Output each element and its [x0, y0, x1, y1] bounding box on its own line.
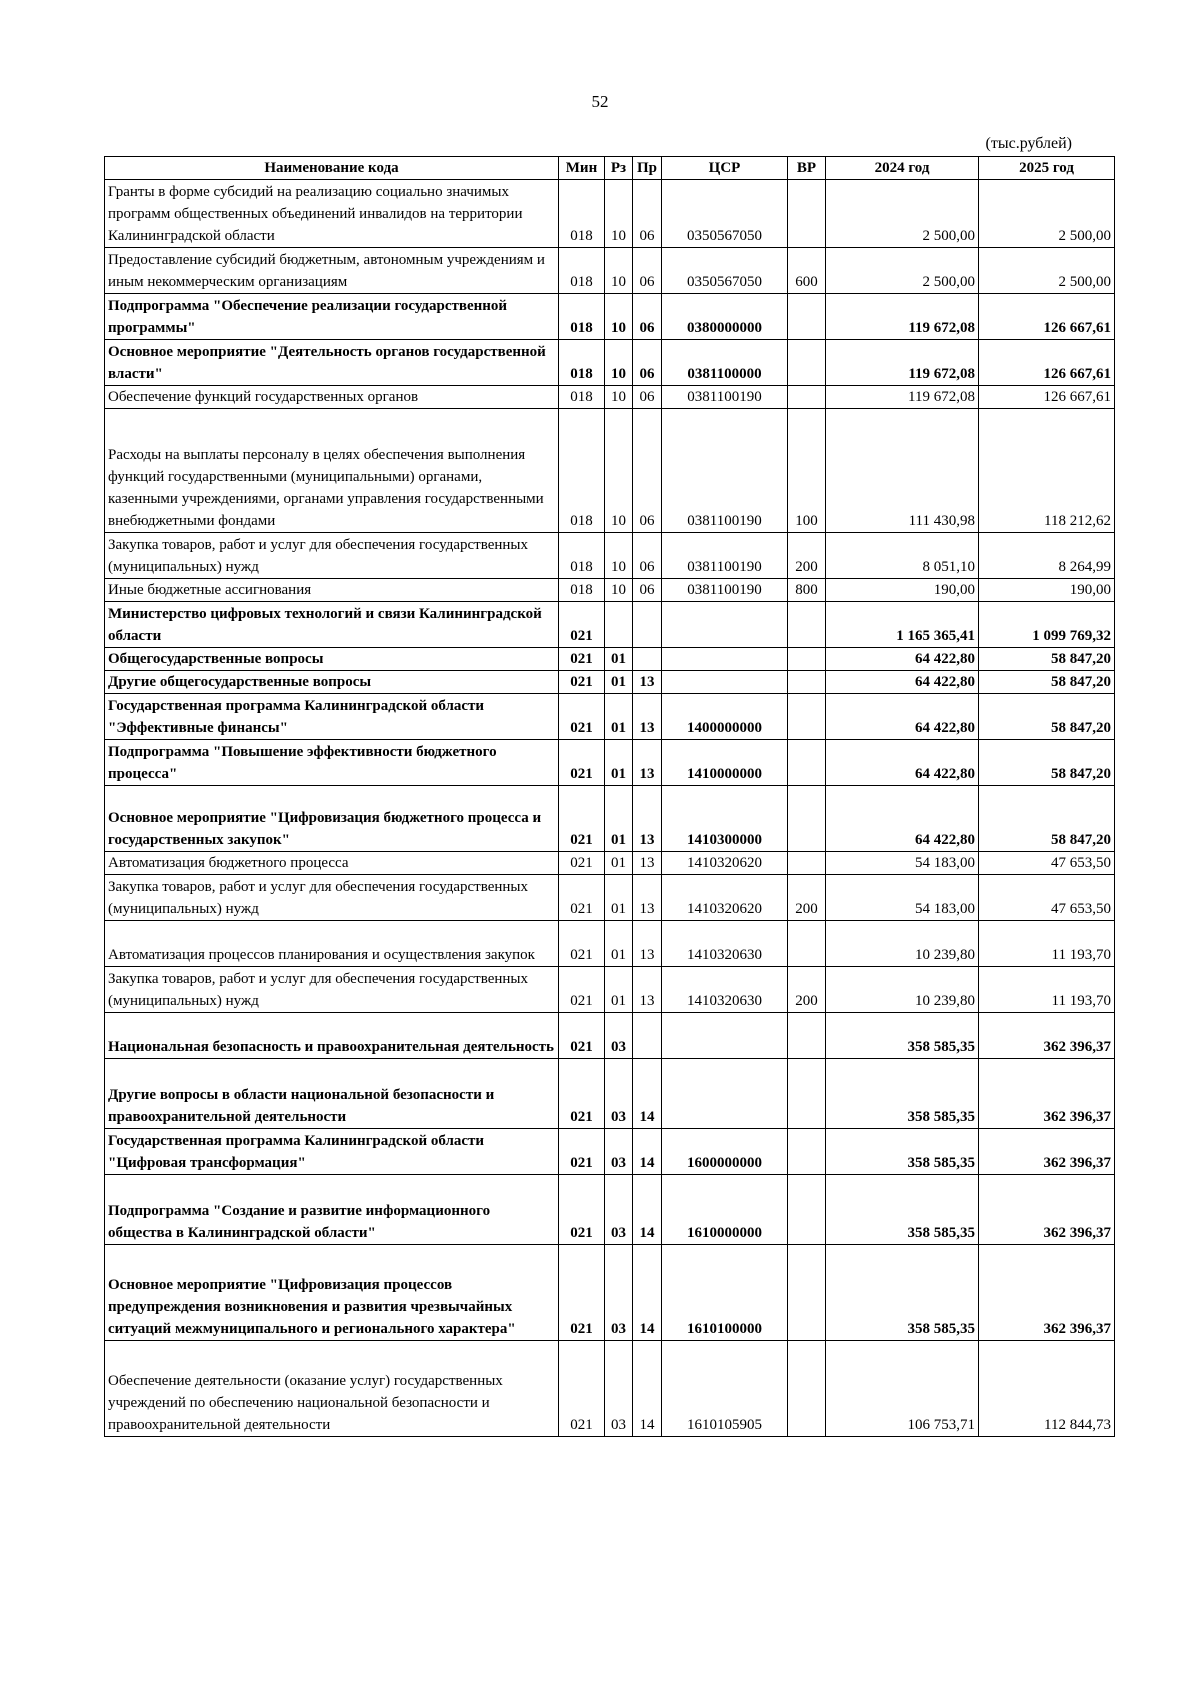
cell-vr — [788, 1175, 826, 1245]
cell-vr — [788, 602, 826, 648]
cell-min: 018 — [559, 294, 605, 340]
cell-pr: 13 — [633, 740, 662, 786]
cell-2025: 362 396,37 — [979, 1245, 1115, 1341]
cell-rz: 10 — [605, 180, 633, 248]
cell-rz: 01 — [605, 786, 633, 852]
cell-min: 021 — [559, 602, 605, 648]
cell-vr — [788, 671, 826, 694]
cell-pr: 06 — [633, 579, 662, 602]
cell-2025: 2 500,00 — [979, 180, 1115, 248]
cell-name: Общегосударственные вопросы — [105, 648, 559, 671]
table-row — [105, 671, 1115, 694]
cell-2025: 47 653,50 — [979, 875, 1115, 921]
page-number: 52 — [591, 92, 609, 111]
cell-vr: 600 — [788, 248, 826, 294]
cell-2025: 1 099 769,32 — [979, 602, 1115, 648]
cell-name: Расходы на выплаты персоналу в целях обеспечения выполнения функций государственными (муниципальными) органами, казенными учреждениями, органами управления государственными внебюджетными фондами — [105, 409, 559, 533]
table-row — [105, 180, 1115, 248]
cell-min: 018 — [559, 180, 605, 248]
cell-pr: 13 — [633, 875, 662, 921]
cell-2025: 362 396,37 — [979, 1175, 1115, 1245]
cell-csr: 1410320630 — [662, 921, 788, 967]
cell-name: Основное мероприятие "Цифровизация бюджетного процесса и государственных закупок" — [105, 786, 559, 852]
cell-rz: 01 — [605, 694, 633, 740]
cell-csr: 0381100000 — [662, 340, 788, 386]
cell-csr: 1610105905 — [662, 1341, 788, 1437]
cell-pr: 06 — [633, 533, 662, 579]
table-row — [105, 1245, 1115, 1341]
cell-2025: 11 193,70 — [979, 967, 1115, 1013]
cell-rz: 03 — [605, 1245, 633, 1341]
cell-vr — [788, 648, 826, 671]
cell-2024: 111 430,98 — [826, 409, 979, 533]
cell-name: Обеспечение деятельности (оказание услуг) государственных учреждений по обеспечению национальной безопасности и правоохранительной деятельности — [105, 1341, 559, 1437]
cell-csr: 1610100000 — [662, 1245, 788, 1341]
cell-vr — [788, 740, 826, 786]
cell-2025: 126 667,61 — [979, 386, 1115, 409]
cell-name: Другие вопросы в области национальной безопасности и правоохранительной деятельности — [105, 1059, 559, 1129]
cell-min: 021 — [559, 967, 605, 1013]
cell-csr: 0381100190 — [662, 409, 788, 533]
column-header-min: Мин — [559, 157, 605, 180]
cell-pr: 14 — [633, 1245, 662, 1341]
cell-min: 021 — [559, 1129, 605, 1175]
cell-2024: 358 585,35 — [826, 1245, 979, 1341]
cell-min: 021 — [559, 1245, 605, 1341]
table-row — [105, 852, 1115, 875]
cell-csr: 0381100190 — [662, 386, 788, 409]
cell-2025: 58 847,20 — [979, 648, 1115, 671]
cell-min: 021 — [559, 740, 605, 786]
cell-2025: 11 193,70 — [979, 921, 1115, 967]
cell-2024: 64 422,80 — [826, 786, 979, 852]
table-row — [105, 533, 1115, 579]
cell-min: 021 — [559, 671, 605, 694]
cell-min: 018 — [559, 248, 605, 294]
cell-csr: 0381100190 — [662, 579, 788, 602]
budget-table — [104, 156, 1115, 1437]
cell-2024: 1 165 365,41 — [826, 602, 979, 648]
cell-vr: 200 — [788, 967, 826, 1013]
cell-2025: 190,00 — [979, 579, 1115, 602]
cell-csr: 0350567050 — [662, 180, 788, 248]
cell-pr: 14 — [633, 1341, 662, 1437]
cell-rz: 03 — [605, 1013, 633, 1059]
cell-vr — [788, 852, 826, 875]
cell-name: Иные бюджетные ассигнования — [105, 579, 559, 602]
table-row — [105, 921, 1115, 967]
cell-min: 021 — [559, 1013, 605, 1059]
cell-name: Подпрограмма "Создание и развитие информационного общества в Калининградской области" — [105, 1175, 559, 1245]
table-row — [105, 1013, 1115, 1059]
cell-pr: 06 — [633, 294, 662, 340]
cell-2024: 119 672,08 — [826, 386, 979, 409]
table-row — [105, 409, 1115, 533]
cell-2025: 126 667,61 — [979, 340, 1115, 386]
table-row — [105, 386, 1115, 409]
cell-vr: 100 — [788, 409, 826, 533]
cell-rz: 03 — [605, 1129, 633, 1175]
cell-2025: 362 396,37 — [979, 1129, 1115, 1175]
cell-rz: 01 — [605, 967, 633, 1013]
cell-2025: 112 844,73 — [979, 1341, 1115, 1437]
cell-min: 021 — [559, 921, 605, 967]
cell-csr — [662, 1013, 788, 1059]
cell-2024: 54 183,00 — [826, 852, 979, 875]
cell-pr: 06 — [633, 180, 662, 248]
cell-2024: 119 672,08 — [826, 294, 979, 340]
cell-min: 021 — [559, 1059, 605, 1129]
cell-pr: 06 — [633, 340, 662, 386]
cell-pr: 13 — [633, 671, 662, 694]
cell-min: 018 — [559, 340, 605, 386]
cell-min: 021 — [559, 786, 605, 852]
table-row — [105, 967, 1115, 1013]
table-row — [105, 1129, 1115, 1175]
cell-2024: 64 422,80 — [826, 694, 979, 740]
cell-2024: 358 585,35 — [826, 1013, 979, 1059]
cell-rz: 01 — [605, 740, 633, 786]
cell-rz: 01 — [605, 852, 633, 875]
cell-vr — [788, 386, 826, 409]
cell-vr — [788, 1059, 826, 1129]
cell-rz: 03 — [605, 1341, 633, 1437]
cell-name: Автоматизация процессов планирования и осуществления закупок — [105, 921, 559, 967]
cell-2025: 58 847,20 — [979, 671, 1115, 694]
cell-csr: 1410320620 — [662, 875, 788, 921]
cell-min: 018 — [559, 579, 605, 602]
cell-rz: 01 — [605, 875, 633, 921]
cell-csr: 1610000000 — [662, 1175, 788, 1245]
cell-rz — [605, 602, 633, 648]
cell-pr: 06 — [633, 248, 662, 294]
cell-csr: 0381100190 — [662, 533, 788, 579]
units-label: (тыс.рублей) — [985, 135, 1072, 152]
table-row — [105, 602, 1115, 648]
table-row — [105, 294, 1115, 340]
cell-vr — [788, 921, 826, 967]
table-header-row — [105, 157, 1115, 180]
cell-pr: 13 — [633, 967, 662, 1013]
cell-csr: 0380000000 — [662, 294, 788, 340]
cell-2024: 2 500,00 — [826, 180, 979, 248]
cell-2024: 358 585,35 — [826, 1175, 979, 1245]
column-header-2025: 2025 год — [979, 157, 1115, 180]
cell-pr — [633, 648, 662, 671]
cell-2025: 58 847,20 — [979, 694, 1115, 740]
column-header-name: Наименование кода — [105, 157, 559, 180]
cell-vr — [788, 694, 826, 740]
cell-2025: 362 396,37 — [979, 1059, 1115, 1129]
cell-2025: 362 396,37 — [979, 1013, 1115, 1059]
cell-csr — [662, 1059, 788, 1129]
cell-name: Государственная программа Калининградской области "Эффективные финансы" — [105, 694, 559, 740]
column-header-vr: ВР — [788, 157, 826, 180]
cell-rz: 10 — [605, 409, 633, 533]
cell-csr: 1410300000 — [662, 786, 788, 852]
cell-2025: 2 500,00 — [979, 248, 1115, 294]
cell-2025: 47 653,50 — [979, 852, 1115, 875]
cell-name: Автоматизация бюджетного процесса — [105, 852, 559, 875]
cell-pr: 13 — [633, 786, 662, 852]
cell-pr — [633, 602, 662, 648]
cell-pr — [633, 1013, 662, 1059]
cell-name: Министерство цифровых технологий и связи Калининградской области — [105, 602, 559, 648]
cell-csr: 1400000000 — [662, 694, 788, 740]
table-row — [105, 340, 1115, 386]
cell-name: Обеспечение функций государственных органов — [105, 386, 559, 409]
cell-name: Другие общегосударственные вопросы — [105, 671, 559, 694]
cell-vr — [788, 340, 826, 386]
cell-csr — [662, 648, 788, 671]
cell-csr — [662, 602, 788, 648]
cell-2024: 106 753,71 — [826, 1341, 979, 1437]
table-row — [105, 786, 1115, 852]
cell-min: 021 — [559, 875, 605, 921]
cell-rz: 03 — [605, 1059, 633, 1129]
cell-rz: 03 — [605, 1175, 633, 1245]
cell-rz: 10 — [605, 533, 633, 579]
cell-rz: 10 — [605, 294, 633, 340]
cell-name: Основное мероприятие "Деятельность органов государственной власти" — [105, 340, 559, 386]
cell-2024: 8 051,10 — [826, 533, 979, 579]
column-header-2024: 2024 год — [826, 157, 979, 180]
cell-2024: 64 422,80 — [826, 671, 979, 694]
cell-name: Основное мероприятие "Цифровизация процессов предупреждения возникновения и развития чрезвычайных ситуаций межмуниципального и регионального характера" — [105, 1245, 559, 1341]
cell-name: Закупка товаров, работ и услуг для обеспечения государственных (муниципальных) нужд — [105, 875, 559, 921]
table-row — [105, 648, 1115, 671]
cell-rz: 10 — [605, 579, 633, 602]
cell-name: Национальная безопасность и правоохранительная деятельность — [105, 1013, 559, 1059]
cell-min: 018 — [559, 533, 605, 579]
cell-2024: 358 585,35 — [826, 1129, 979, 1175]
table-row — [105, 1175, 1115, 1245]
cell-csr: 1410000000 — [662, 740, 788, 786]
cell-vr — [788, 294, 826, 340]
cell-name: Государственная программа Калининградской области "Цифровая трансформация" — [105, 1129, 559, 1175]
cell-min: 021 — [559, 694, 605, 740]
cell-name: Подпрограмма "Обеспечение реализации государственной программы" — [105, 294, 559, 340]
cell-vr — [788, 1129, 826, 1175]
cell-2024: 54 183,00 — [826, 875, 979, 921]
cell-2024: 64 422,80 — [826, 740, 979, 786]
cell-min: 018 — [559, 409, 605, 533]
table-row — [105, 579, 1115, 602]
table-row — [105, 1059, 1115, 1129]
table-row — [105, 248, 1115, 294]
cell-2024: 2 500,00 — [826, 248, 979, 294]
cell-csr: 0350567050 — [662, 248, 788, 294]
cell-min: 021 — [559, 1175, 605, 1245]
cell-rz: 01 — [605, 921, 633, 967]
cell-vr — [788, 786, 826, 852]
cell-vr: 200 — [788, 533, 826, 579]
table-row — [105, 740, 1115, 786]
table-body — [105, 180, 1115, 1437]
cell-vr — [788, 180, 826, 248]
cell-2025: 118 212,62 — [979, 409, 1115, 533]
cell-min: 018 — [559, 386, 605, 409]
cell-pr: 13 — [633, 921, 662, 967]
table-row — [105, 1341, 1115, 1437]
cell-rz: 01 — [605, 671, 633, 694]
cell-pr: 06 — [633, 409, 662, 533]
cell-pr: 14 — [633, 1059, 662, 1129]
table-row — [105, 875, 1115, 921]
cell-name: Закупка товаров, работ и услуг для обеспечения государственных (муниципальных) нужд — [105, 967, 559, 1013]
cell-min: 021 — [559, 1341, 605, 1437]
cell-pr: 14 — [633, 1175, 662, 1245]
cell-name: Подпрограмма "Повышение эффективности бюджетного процесса" — [105, 740, 559, 786]
cell-2024: 119 672,08 — [826, 340, 979, 386]
cell-pr: 13 — [633, 852, 662, 875]
cell-2024: 358 585,35 — [826, 1059, 979, 1129]
cell-name: Предоставление субсидий бюджетным, автономным учреждениям и иным некоммерческим организациям — [105, 248, 559, 294]
column-header-rz: Рз — [605, 157, 633, 180]
cell-2024: 10 239,80 — [826, 921, 979, 967]
cell-csr: 1410320630 — [662, 967, 788, 1013]
cell-vr — [788, 1341, 826, 1437]
cell-name: Гранты в форме субсидий на реализацию социально значимых программ общественных объединений инвалидов на территории Калининградской области — [105, 180, 559, 248]
cell-2024: 64 422,80 — [826, 648, 979, 671]
cell-vr — [788, 1013, 826, 1059]
cell-2025: 58 847,20 — [979, 740, 1115, 786]
cell-pr: 14 — [633, 1129, 662, 1175]
cell-2025: 8 264,99 — [979, 533, 1115, 579]
cell-rz: 10 — [605, 248, 633, 294]
cell-2025: 126 667,61 — [979, 294, 1115, 340]
cell-min: 021 — [559, 852, 605, 875]
cell-csr — [662, 671, 788, 694]
column-header-csr: ЦСР — [662, 157, 788, 180]
table-row — [105, 694, 1115, 740]
cell-pr: 13 — [633, 694, 662, 740]
cell-name: Закупка товаров, работ и услуг для обеспечения государственных (муниципальных) нужд — [105, 533, 559, 579]
cell-vr: 200 — [788, 875, 826, 921]
column-header-pr: Пр — [633, 157, 662, 180]
cell-2025: 58 847,20 — [979, 786, 1115, 852]
cell-vr — [788, 1245, 826, 1341]
cell-vr: 800 — [788, 579, 826, 602]
cell-min: 021 — [559, 648, 605, 671]
cell-csr: 1410320620 — [662, 852, 788, 875]
cell-rz: 10 — [605, 386, 633, 409]
cell-csr: 1600000000 — [662, 1129, 788, 1175]
cell-pr: 06 — [633, 386, 662, 409]
cell-2024: 190,00 — [826, 579, 979, 602]
cell-rz: 10 — [605, 340, 633, 386]
cell-rz: 01 — [605, 648, 633, 671]
cell-2024: 10 239,80 — [826, 967, 979, 1013]
